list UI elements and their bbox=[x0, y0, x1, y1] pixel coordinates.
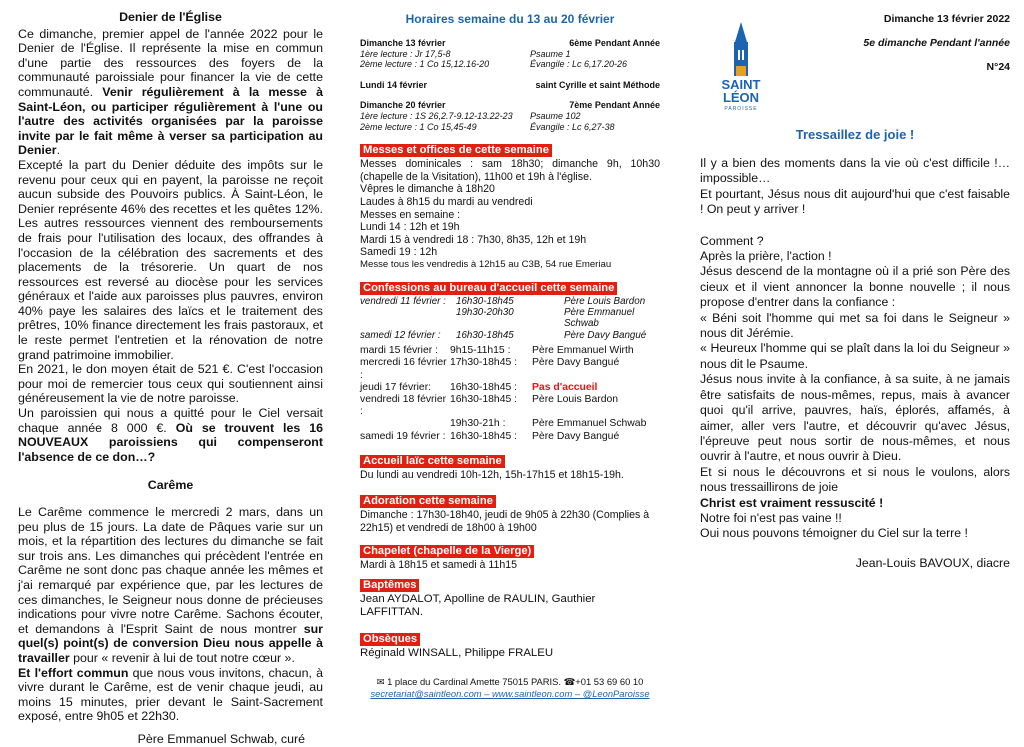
denier-paragraph-1: Ce dimanche, premier appel de l'année 2022 pour le Denier de l'Église. Il représente la mise en commun d'une partie des ressources des foyers de la communauté paroissiale pour financer la vie de cette communauté. Venir régulièrement à la messe à Saint-Léon, ou participer régulièrement à l'une ou l'autre des activités organisées par la paroisse invite par le fait même à verser sa participation au Denier. bbox=[18, 26, 323, 158]
denier-paragraph-3: En 2021, le don moyen était de 521 €. C'est l'occasion pour moi de remercier tous ceux qui soutiennent ainsi généreusement la vie de notre paroisse. bbox=[18, 362, 323, 406]
confessions-table-1: vendredi 11 février : 16h30-18h45 Père Louis Bardon 19h30-20h30 Père Emmanuel Schwab samedi 12 février : 16h30-18h45 Père Davy Bangué bbox=[360, 295, 647, 341]
signature-cure: Père Emmanuel Schwab, curé bbox=[137, 731, 305, 746]
denier-paragraph-4: Un paroissien qui nous a quitté pour le Ciel versait chaque année 8 000 €. Où se trouvent les 16 NOUVEAUX paroissiens qui compenseront l'absence de ce don…? bbox=[18, 406, 323, 464]
denier-title: Denier de l'Église bbox=[119, 10, 222, 24]
accueil-heading: Accueil laïc cette semaine bbox=[360, 455, 505, 468]
chapelet-text: Mardi à 18h15 et samedi à 11h15 bbox=[360, 558, 518, 571]
footer-address: ✉ 1 place du Cardinal Amette 75015 PARIS. ☎+01 53 69 60 10 bbox=[376, 676, 644, 687]
liturgical-week: 5e dimanche Pendant l'année bbox=[863, 37, 1010, 49]
obseques-section bbox=[360, 629, 660, 660]
careme-paragraph-1: Le Carême commence le mercredi 2 mars, dans un peu plus de 15 jours. La date de Pâques varie sur un mois, et la répartition des lectures du dimanche se fait sur trois ans. Les dimanches qui précèdent l'entrée en Carême ne sont donc pas chaque année les mêmes et j'ai remarqué par expérience que, par les lectures de ces dimanches, le Seigneur nous donne de précieuses indications pour vivre notre Carême. Sachons écouter, et demandons à l'Esprit Saint de nous montrer sur quel(s) point(s) de conversion Dieu nous appelle à travailler pour « revenir à lui de tout notre cœur ». bbox=[18, 505, 323, 665]
column-horaires bbox=[360, 0, 660, 660]
confessions-heading: Confessions au bureau d'accueil cette semaine bbox=[360, 282, 617, 295]
issue-number: N°24 bbox=[986, 61, 1010, 73]
adoration-heading: Adoration cette semaine bbox=[360, 495, 496, 508]
logo-text: SAINT LÉON bbox=[721, 77, 761, 105]
adoration-text: Dimanche : 17h30-18h40, jeudi de 9h05 à 22h30 (Complies à 22h15) et vendredi de 18h00 à 19h00 bbox=[360, 509, 650, 534]
sunday-20-block: Dimanche 20 février 7ème Pendant Année 1ère lecture : 1S 26,2.7-9.12-13.22-23 Psaume 102 2ème lecture : 1 Co 15,45-49 Évangile : Lc 6,27-38 bbox=[360, 100, 660, 132]
confessions-section bbox=[360, 278, 660, 443]
editorial-title: Tressaillez de joie ! bbox=[795, 127, 915, 142]
denier-emphasis: Venir régulièrement à la messe à Saint-Léon, ou participer régulièrement à l'une ou l'autre des activités organisées par la paroisse invite par le fait même à verser sa participation au Denier bbox=[18, 84, 323, 158]
column-editorial bbox=[700, 0, 1010, 570]
chapelet-section bbox=[360, 541, 660, 572]
no-reception-label: Pas d'accueil bbox=[532, 381, 598, 393]
messes-heading: Messes et offices de cette semaine bbox=[360, 144, 552, 157]
careme-title: Carême bbox=[147, 478, 194, 493]
careme-paragraph-2: Et l'effort commun que nous vous invitons, chacun, à vivre durant le Carême, est de venir chaque jeudi, au moins 15 minutes, prier devant le Saint-Sacrement exposé, entre 9h05 et 22h30. bbox=[18, 665, 323, 724]
accueil-text: Du lundi au vendredi 10h-12h, 15h-17h15 et 18h15-19h. bbox=[360, 468, 624, 481]
editorial-body: Il y a bien des moments dans la vie où c'est difficile !… impossible… Et pourtant, Jésus nous dit aujourd'hui que c'est faisable ! On peut y arriver ! Comment ? Après la prière, l'action ! Jésus descend de la montagne où il a prié son Père des cieux et il vient annoncer la bonne nouvelle ; il nous propose d'entrer dans la confiance : « Béni soit l'homme qui met sa foi dans le Seigneur » nous dit Jérémie. « Heureux l'homme qui se plaît dans la loi du Seigneur » nous dit le Psaume. Jésus nous invite à la confiance, à sa suite, à ne jamais être satisfaits de nous-mêmes, repus, mais à avancer quoi qu'il arrive, pauvres, haïs, éplorés, affamés, à aimer, aller vers l'autre, et découvrir qu'avec Jésus, l'épreuve peut nous sortir de nous-mêmes, et nous ouvrir à l'autre, et nous ouvrir à Dieu. Et si nous le découvrons et si nous le voulons, alors nous tressaillirons de joie Christ est vraiment ressuscité ! Notre foi n'est pas vaine !! Oui nous pouvons témoigner du Ciel sur la terre ! bbox=[700, 156, 1010, 541]
horaires-title: Horaires semaine du 13 au 20 février bbox=[405, 12, 615, 26]
messes-section bbox=[360, 140, 660, 271]
issue-date: Dimanche 13 février 2022 bbox=[883, 13, 1010, 25]
chapelet-heading: Chapelet (chapelle de la Vierge) bbox=[360, 545, 534, 558]
baptemes-section bbox=[360, 575, 660, 619]
denier-paragraph-2: Excepté la part du Denier déduite des impôts sur le revenu pour ceux qui en payent, la paroisse ne reçoit aucun subside des Pouvoirs publics. À Saint-Léon, le Denier représente 46% des recettes et les quêtes 12%. Les autres ressources viennent des remboursements de frais pour l'utilisation des locaux, des offrandes à l'occasion de la célébration des sacrements et des placements de la trésorerie. Un quart de nos ressources est reversé au diocèse pour les services généraux et l'aide aux paroisses plus pauvres, environ 40% paye les salaires des laïcs et le traitement des prêtres, 10% finance directement les frais pastoraux, et le reste permet l'entretien et la rénovation de notre grand patrimoine immobilier. bbox=[18, 157, 323, 362]
obseques-heading: Obsèques bbox=[360, 633, 420, 646]
adoration-section bbox=[360, 491, 660, 534]
footer-links[interactable]: secretariat@saintleon.com – www.saintleon.com – @LeonParoisse bbox=[370, 688, 650, 699]
messes-list: Messes dominicales : sam 18h30; dimanche 9h, 10h30 (chapelle de la Visitation), 11h00 et 19h à l'église. Vêpres le dimanche à 18h20 Laudes à 8h15 du mardi au vendredi Messes en semaine : Lundi 14 : 12h et 19h Mardi 15 à vendredi 18 : 7h30, 8h35, 12h et 19h Samedi 19 : 12h Messe tous les vendredis à 12h15 au C3B, 54 rue Emeriau bbox=[360, 158, 660, 270]
signature-diacre: Jean-Louis BAVOUX, diacre bbox=[855, 555, 1010, 570]
baptemes-text: Jean AYDALOT, Apolline de RAULIN, Gauthier LAFFITTAN. bbox=[360, 593, 596, 619]
logo-subtext: PAROISSE bbox=[724, 106, 758, 112]
baptemes-heading: Baptêmes bbox=[360, 579, 419, 592]
accueil-section bbox=[360, 451, 660, 482]
monday-14-block: Lundi 14 février saint Cyrille et saint Méthode bbox=[360, 79, 660, 90]
obseques-text: Réginald WINSALL, Philippe FRALEU bbox=[360, 647, 554, 660]
confessions-table-2: mardi 15 février : 9h15-11h15 : Père Emmanuel Wirth mercredi 16 février : 17h30-18h45 : Père Davy Bangué jeudi 17 février: 16h30-18h45 : Pas d'accueil vendredi 18 février : 16h30-18h45 : Père Louis Bardon 19h30-21h : Père Emmanuel Schwab samedi 19 février : 16h30-18h45 : Père Davy Bangué bbox=[360, 345, 660, 443]
column-denier bbox=[18, 0, 323, 747]
sunday-13-block: Dimanche 13 février 6ème Pendant Année 1ère lecture : Jr 17,5-8 Psaume 1 2ème lecture : 1 Co 15,12.16-20 Évangile : Lc 6,17.20-26 bbox=[360, 38, 660, 70]
